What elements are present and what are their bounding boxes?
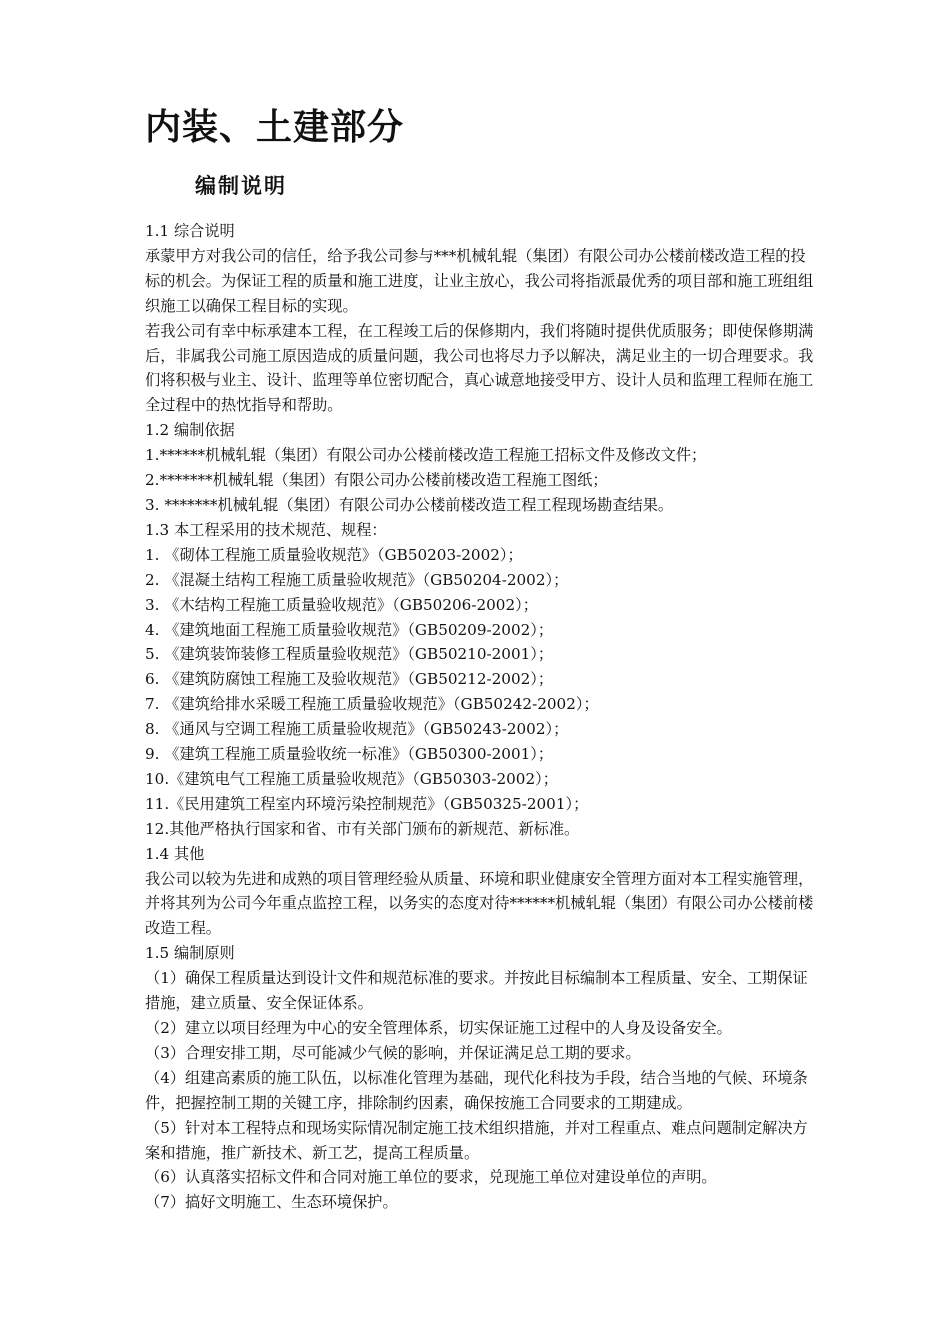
heading-1-5: 1.5 编制原则 <box>145 944 235 963</box>
principle-item: （7）搞好文明施工、生态环境保护。 <box>145 1193 398 1212</box>
standard-item: 4. 《建筑地面工程施工质量验收规范》（GB50209-2002）； <box>145 620 554 639</box>
principle-item: （3）合理安排工期，尽可能减少气候的影响，并保证满足总工期的要求。 <box>145 1043 641 1062</box>
basis-item: 2.*******机械轧辊（集团）有限公司办公楼前楼改造工程施工图纸； <box>145 471 608 490</box>
principle-item: （5）针对本工程特点和现场实际情况制定施工技术组织措施，并对工程重点、难点问题制定解决方案和措施，推广新技术、新工艺，提高工程质量。 <box>145 1118 808 1162</box>
page-title: 内装、土建部分 <box>145 106 405 148</box>
principle-item: （6）认真落实招标文件和合同对施工单位的要求，兑现施工单位对建设单位的声明。 <box>145 1168 717 1187</box>
heading-1-3: 1.3 本工程采用的技术规范、规程： <box>145 520 387 539</box>
principle-item: （2）建立以项目经理为中心的安全管理体系，切实保证施工过程中的人身及设备安全。 <box>145 1019 732 1037</box>
standard-item: 3. 《木结构工程施工质量验收规范》（GB50206-2002）； <box>145 595 538 614</box>
standard-item: 8. 《通风与空调工程施工质量验收规范》（GB50243-2002）； <box>145 720 569 739</box>
standard-item: 11.《民用建筑工程室内环境污染控制规范》（GB50325-2001）； <box>145 794 589 813</box>
paragraph: 我公司以较为先进和成熟的项目管理经验从质量、环境和职业健康安全管理方面对本工程实施管理，并将其列为公司今年重点监控工程，以务实的态度对待******机械轧辊（集团）有限公司办公楼前楼改造工程。 <box>145 869 814 938</box>
standard-item: 10.《建筑电气工程施工质量验收规范》（GB50303-2002）； <box>145 769 558 788</box>
paragraph: 承蒙甲方对我公司的信任，给予我公司参与***机械轧辊（集团）有限公司办公楼前楼改造工程的投标的机会。为保证工程的质量和施工进度，让业主放心，我公司将指派最优秀的项目部和施工班组组织施工以确保工程目标的实现。 <box>145 246 814 315</box>
document-body <box>145 219 815 1215</box>
standard-item: 9. 《建筑工程施工质量验收统一标准》（GB50300-2001）； <box>145 745 554 764</box>
section-subtitle: 编制说明 <box>195 173 287 198</box>
standard-item: 7. 《建筑给排水采暖工程施工质量验收规范》（GB50242-2002）； <box>145 695 599 714</box>
standard-item: 6. 《建筑防腐蚀工程施工及验收规范》（GB50212-2002）； <box>145 670 554 689</box>
heading-1-4: 1.4 其他 <box>145 844 205 863</box>
heading-1-1: 1.1 综合说明 <box>145 222 235 240</box>
standard-item: 2. 《混凝土结构工程施工质量验收规范》（GB50204-2002）； <box>145 570 569 589</box>
principle-item: （1）确保工程质量达到设计文件和规范标准的要求。并按此目标编制本工程质量、安全、工期保证措施，建立质量、安全保证体系。 <box>145 969 808 1013</box>
basis-item: 3. *******机械轧辊（集团）有限公司办公楼前楼改造工程工程现场勘查结果。 <box>145 495 674 514</box>
paragraph: 若我公司有幸中标承建本工程，在工程竣工后的保修期内，我们将随时提供优质服务；即使保修期满后，非属我公司施工原因造成的质量问题，我公司也将尽力予以解决，满足业主的一切合理要求。我们将积极与业主、设计、监理等单位密切配合，真心诚意地接受甲方、设计人员和监理工程师在施工全过程中的热忱指导和帮助。 <box>145 321 814 415</box>
heading-1-2: 1.2 编制依据 <box>145 421 235 440</box>
standard-item: 12.其他严格执行国家和省、市有关部门颁布的新规范、新标准。 <box>145 819 580 838</box>
basis-item: 1.******机械轧辊（集团）有限公司办公楼前楼改造工程施工招标文件及修改文件； <box>145 446 707 465</box>
standard-item: 1. 《砌体工程施工质量验收规范》（GB50203-2002）； <box>145 545 523 564</box>
principle-item: （4）组建高素质的施工队伍，以标准化管理为基础，现代化科技为手段，结合当地的气候、环境条件，把握控制工期的关键工序，排除制约因素，确保按施工合同要求的工期建成。 <box>145 1068 808 1112</box>
standard-item: 5. 《建筑装饰装修工程质量验收规范》（GB50210-2001）； <box>145 645 554 664</box>
